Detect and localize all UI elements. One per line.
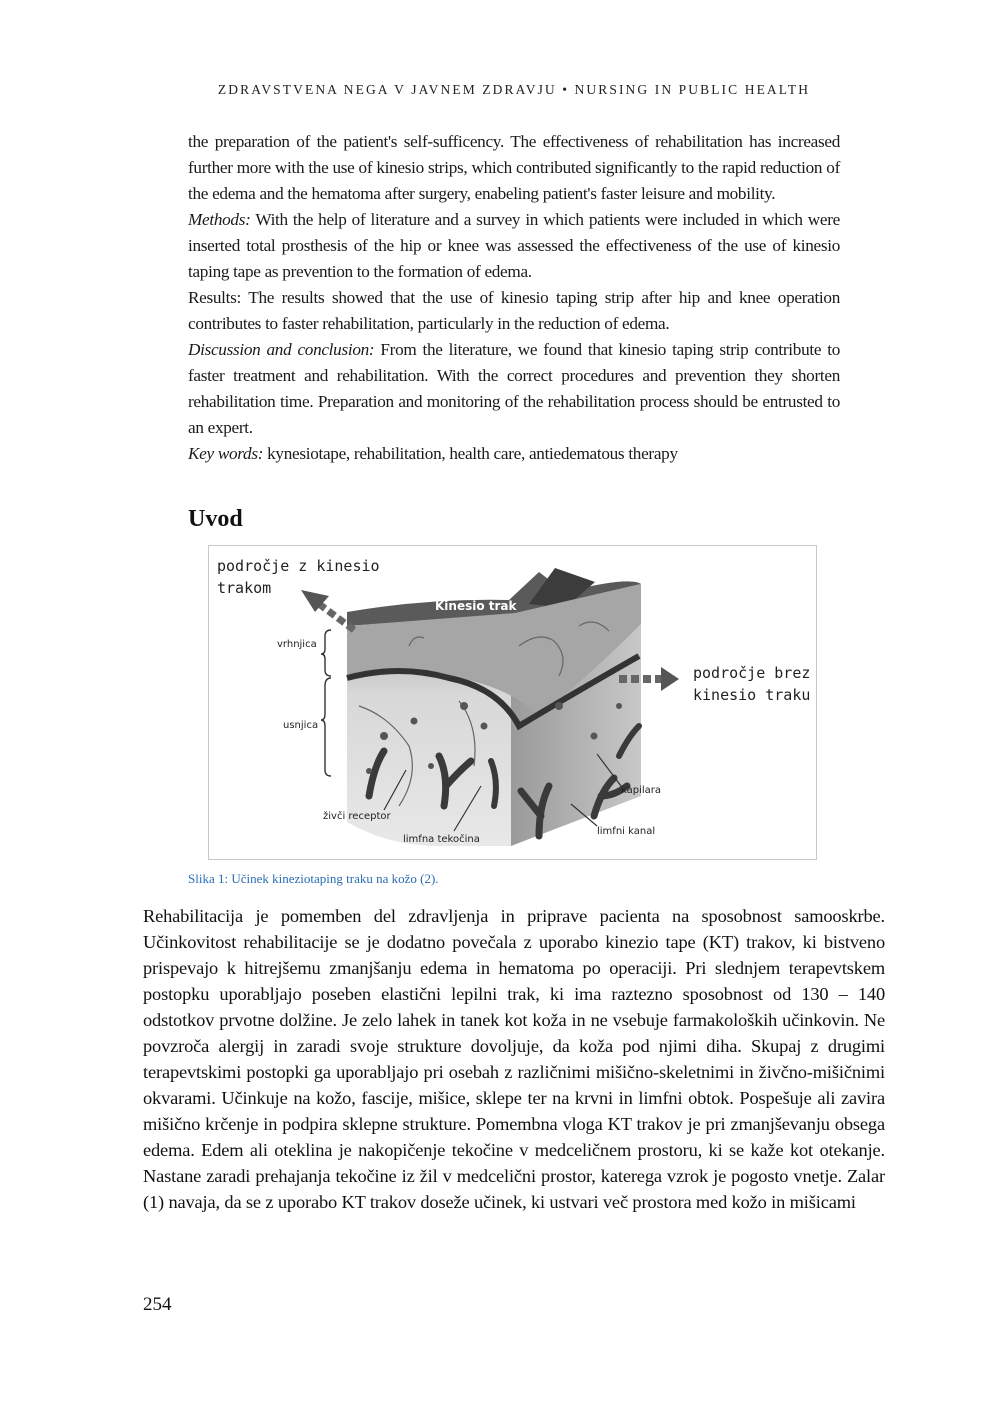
lymph-channel-label: limfni kanal [597,826,656,837]
abstract-results: Results: The results showed that the use of kinesio taping strip after hip and knee operation contributes to faster rehabilitation, particularly in the reduction of edema. [188,288,840,333]
layer-dermis-label: usnjica [283,720,319,731]
abstract-keywords [188,441,840,467]
section-title: Uvod [188,506,243,532]
methods-label: Methods: [188,210,251,229]
layer-brackets [321,630,331,776]
abstract-methods [188,207,840,285]
page-number: 254 [143,1294,172,1315]
arrow-with-tape [301,590,354,630]
keywords-label: Key words: [188,444,264,463]
body-paragraph: Rehabilitacija je pomemben del zdravljenja in priprave pacienta na sposobnost samooskrbe. Učinkovitost rehabilitacije se je dodatno povečala z uporabo kinezio tape (KT) trakov, ki bistveno prispevajo k hitrejšemu zmanjšanju edema in hematoma po operaciji. Pri slednjem terapevtskem postopku uporabljajo poseben elastični lepilni trak, ki ima raztezno sposobnost od 130 – 140 odstotkov prvotne dolžine. Je zelo lahek in tanek kot koža in ne vsebuje farmakoloških učinkovin. Ne povzroča alergij in zaradi svoje strukture dovoljuje, da koža pod njimi diha. Skupaj z drugimi terapevtskimi postopki ga uporabljajo pri osebah z različnimi mišično-skeletnimi in živčno-mišičnimi okvarami. Učinkuje na kožo, fascije, mišice, sklepe ter na krvni in limfni obtok. Pospešuje ali zavira mišično krčenje in podpira sklepne strukture. Pomembna vloga KT trakov je pri zmanjševanju obsega edema. Edem ali oteklina je nakopičenje tekočine v medceličnem prostoru, ki se kaže kot otekanje. Nastane zaradi prehajanja tekočine iz žil v medcelični prostor, katerega vzrok je pogosto vnetje. Zalar (1) navaja, da se z uporabo KT trakov doseže učinek, ki ustvari več prostora med kožo in mišicami [143,906,885,1212]
label-with-tape-1: področje z kinesio [217,557,380,575]
nerve-receptor-label: živči receptor [323,811,391,822]
figure-caption: Slika 1: Učinek kineziotaping traku na kožo (2). [188,871,439,886]
abstract-discussion [188,337,840,441]
lymph-fluid-label: limfna tekočina [403,834,480,845]
abstract [188,129,840,467]
abstract-paragraph: the preparation of the patient's self-sufficency. The effectiveness of rehabilitation has increased further more with the use of kinesio strips, which contributed significantly to the rapid reduction of the edema and the hematoma after surgery, enabeling patient's faster leisure and mobility. [188,132,840,203]
body-text [143,903,885,1215]
layer-epidermis-label: vrhnjica [277,639,317,650]
skin-diagram [209,546,816,859]
discussion-text: From the literature, we found that kinesio taping strip contribute to faster treatment and rehabilitation. With the correct procedures and prevention they shorten rehabilitation time. Preparation and monitoring of the rehabilitation process should be entrusted to an expert. [188,340,841,437]
label-with-tape-2: trakom [217,579,272,597]
discussion-label: Discussion and conclusion: [188,340,375,359]
label-without-tape-2: kinesio traku [693,686,811,704]
running-header: ZDRAVSTVENA NEGA V JAVNEM ZDRAVJU • NURSING IN PUBLIC HEALTH [217,82,811,97]
figure-kinesio-tape [208,545,817,860]
methods-text: With the help of literature and a survey in which patients were included in which were inserted total prosthesis of the hip or knee was assessed the effectiveness of the use of kinesio taping tape as prevention to the formation of edema. [188,210,840,281]
tape-label: Kinesio trak [435,599,517,613]
label-without-tape-1: področje brez [693,664,811,682]
keywords-text: kynesiotape, rehabilitation, health care, antiedematous therapy [263,444,678,463]
capillary-label: kapilara [621,785,662,796]
